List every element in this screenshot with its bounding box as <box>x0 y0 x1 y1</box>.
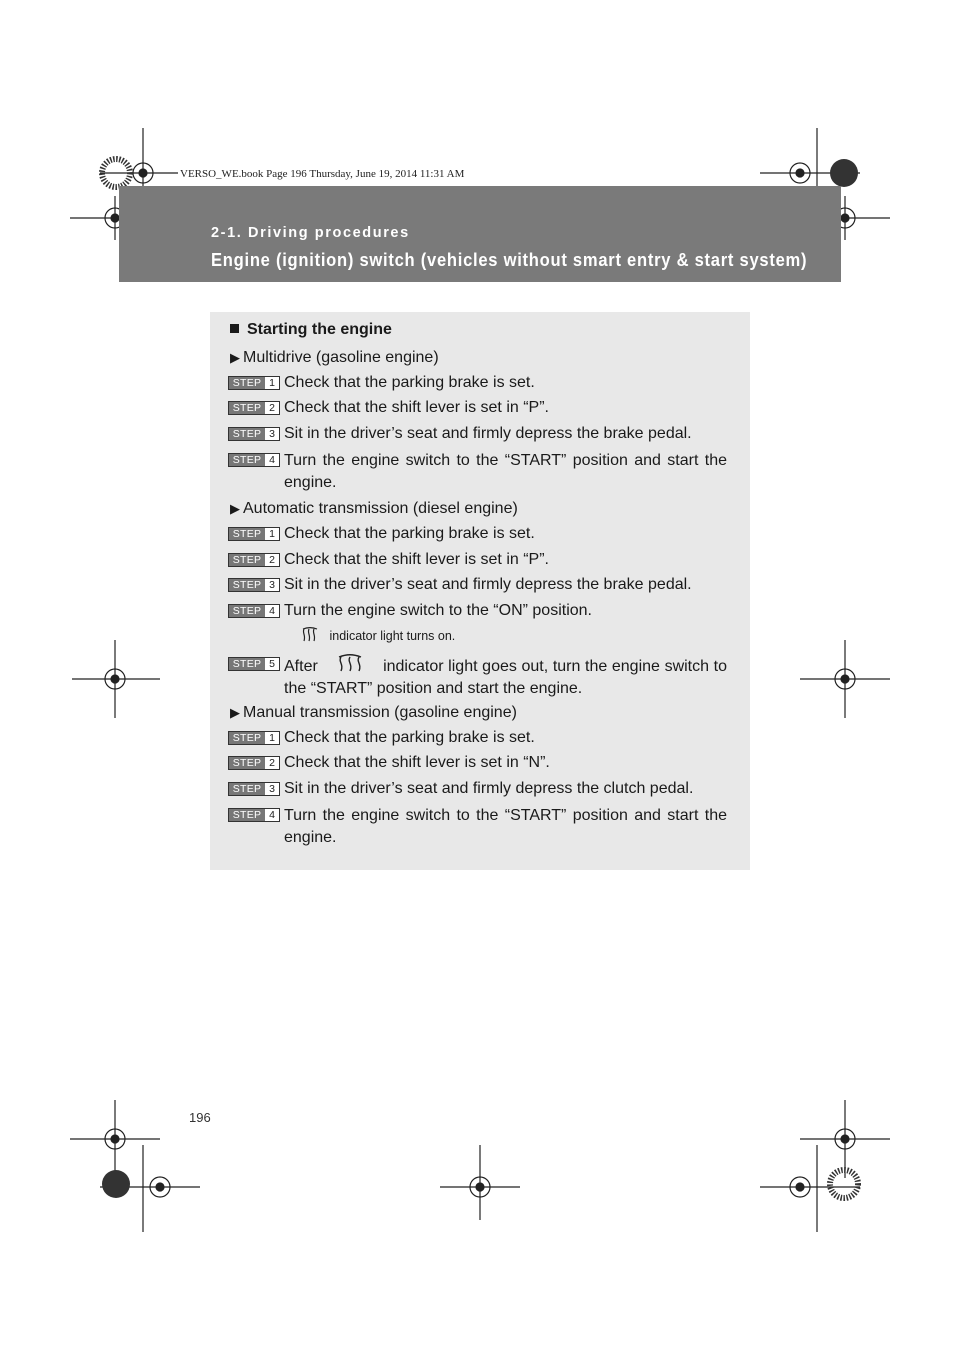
step-text: Sit in the driver’s seat and firmly depress the brake pedal. <box>284 576 692 593</box>
step-text: Check that the shift lever is set in “P”. <box>284 399 549 416</box>
step-badge: STEP 1 <box>228 731 280 745</box>
step-badge: STEP 3 <box>228 782 280 796</box>
section-label: 2-1. Driving procedures <box>211 225 410 241</box>
step-text: Check that the parking brake is set. <box>284 525 535 542</box>
subsection-manual: ▶ Manual transmission (gasoline engine) <box>230 704 517 721</box>
page-number: 196 <box>189 1110 211 1125</box>
step-badge: STEP 2 <box>228 553 280 567</box>
step-badge: STEP 5 <box>228 657 280 671</box>
section-header <box>119 186 841 282</box>
step-text: After indicator light goes out, turn the engine switch to the “START” position and start the engine. <box>284 654 727 700</box>
step-text: Turn the engine switch to the “START” position and start the engine. <box>284 452 727 491</box>
topic-heading: Starting the engine <box>230 320 770 340</box>
right-triangle-icon: ▶ <box>230 705 240 720</box>
book-info-stamp: VERSO_WE.book Page 196 Thursday, June 19, 2014 11:31 AM <box>180 168 465 180</box>
step-text: Check that the parking brake is set. <box>284 374 535 391</box>
square-bullet-icon <box>230 324 239 333</box>
step-badge: STEP 3 <box>228 427 280 441</box>
step-note: indicator light turns on. <box>300 626 840 646</box>
step-badge: STEP 4 <box>228 453 280 467</box>
right-triangle-icon: ▶ <box>230 350 240 365</box>
step-badge: STEP 1 <box>228 527 280 541</box>
step-badge: STEP 2 <box>228 756 280 770</box>
glow-plug-indicator-icon <box>300 627 320 643</box>
step-badge: STEP 2 <box>228 401 280 415</box>
step-badge: STEP 4 <box>228 604 280 618</box>
step-badge: STEP 3 <box>228 578 280 592</box>
page-heading: Engine (ignition) switch (vehicles without smart entry & start system) <box>211 250 808 270</box>
subsection-multidrive: ▶ Multidrive (gasoline engine) <box>230 349 439 366</box>
step-text: Check that the shift lever is set in “P”. <box>284 551 549 568</box>
step-text: Sit in the driver’s seat and firmly depress the clutch pedal. <box>284 780 694 797</box>
glow-plug-indicator-icon <box>330 654 370 674</box>
step-text: Turn the engine switch to the “START” position and start the engine. <box>284 807 727 846</box>
step-text: Check that the parking brake is set. <box>284 729 535 746</box>
step-badge: STEP 4 <box>228 808 280 822</box>
step-badge: STEP 1 <box>228 376 280 390</box>
step-text: Check that the shift lever is set in “N”. <box>284 754 550 771</box>
right-triangle-icon: ▶ <box>230 501 240 516</box>
subsection-automatic: ▶ Automatic transmission (diesel engine) <box>230 500 518 517</box>
step-text: Turn the engine switch to the “ON” position. <box>284 602 592 619</box>
procedure-box <box>210 312 750 870</box>
step-text: Sit in the driver’s seat and firmly depress the brake pedal. <box>284 425 692 442</box>
